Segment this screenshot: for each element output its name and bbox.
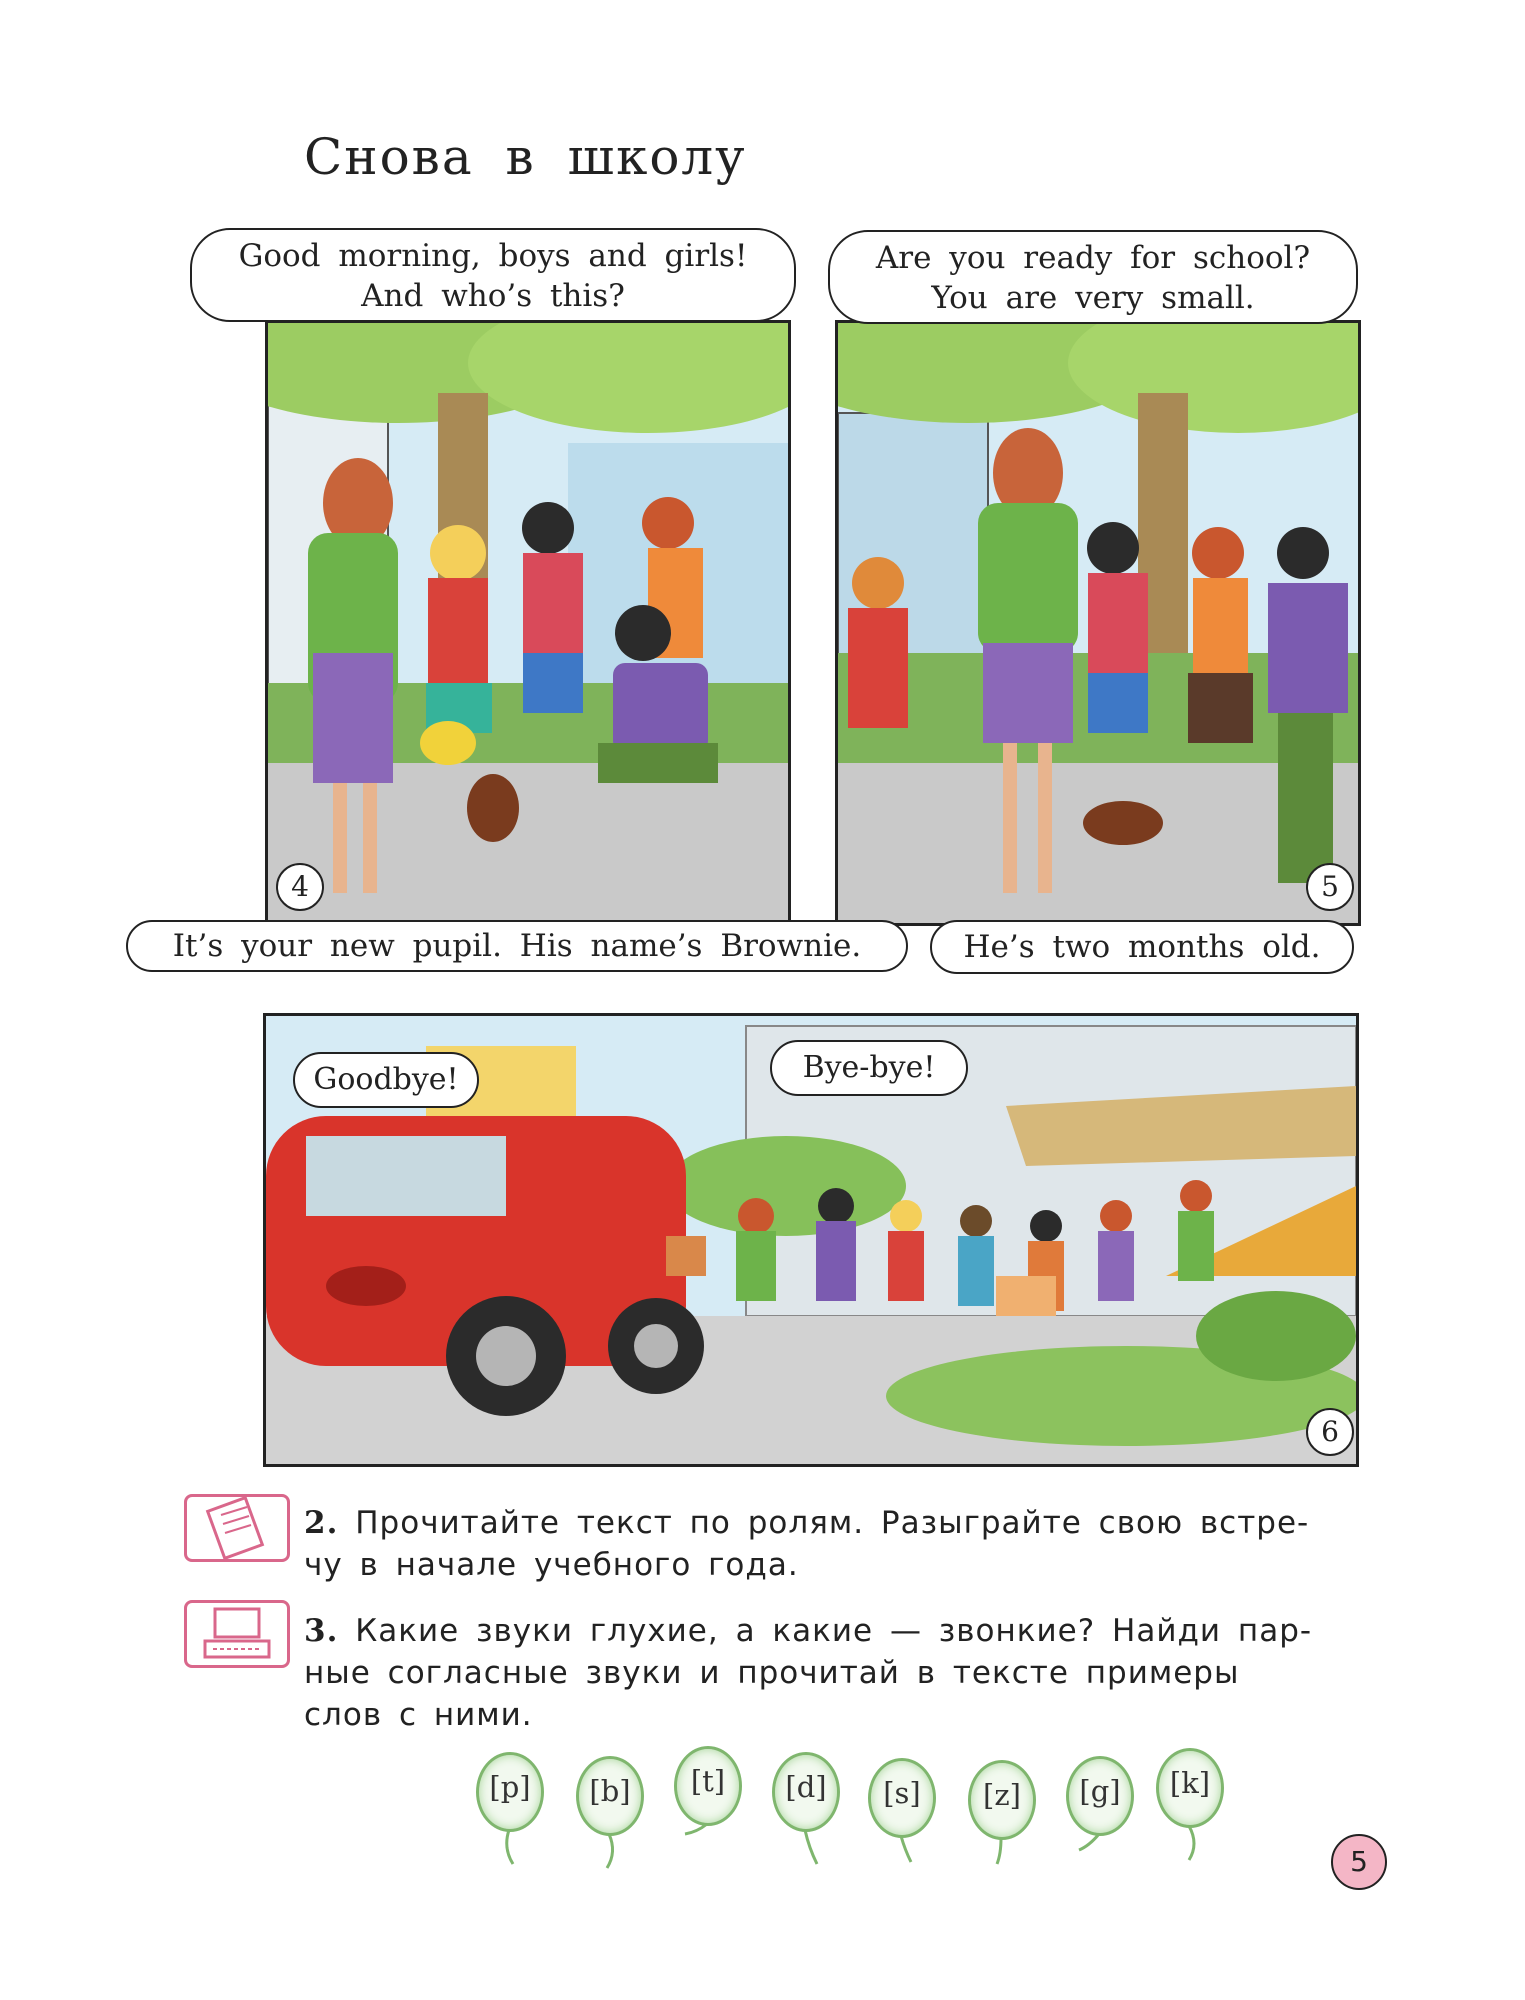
task-text: ные согласные звуки и прочитай в тексте примеры bbox=[304, 1655, 1240, 1691]
sound-balloon: [g] bbox=[1066, 1756, 1132, 1834]
speech-bubble: Are you ready for school? You are very small. bbox=[828, 230, 1358, 324]
laptop-icon bbox=[184, 1600, 290, 1668]
speech-bubble: Goodbye! bbox=[293, 1052, 479, 1108]
panel-number: 5 bbox=[1306, 863, 1354, 911]
sound-balloon: [z] bbox=[968, 1760, 1034, 1838]
task-2 bbox=[304, 1502, 1309, 1586]
panel-4-illustration bbox=[268, 323, 788, 923]
task-text: Какие звуки глухие, а какие — звонкие? Найди пар- bbox=[355, 1613, 1313, 1649]
speech-bubble: Bye-bye! bbox=[770, 1040, 968, 1096]
panel-5-illustration bbox=[838, 323, 1358, 923]
speech-bubble: He’s two months old. bbox=[930, 920, 1354, 974]
sound-balloon: [t] bbox=[674, 1746, 740, 1824]
task-number: 2. bbox=[304, 1505, 339, 1541]
task-text: чу в начале учебного года. bbox=[304, 1547, 799, 1583]
speech-bubble: Good morning, boys and girls! And who’s this? bbox=[190, 228, 796, 322]
sound-balloon: [b] bbox=[576, 1756, 642, 1834]
page-title: Снова в школу bbox=[304, 128, 747, 186]
task-3 bbox=[304, 1610, 1312, 1736]
panel-number: 4 bbox=[276, 863, 324, 911]
notebook-icon bbox=[184, 1494, 290, 1562]
sound-balloon: [p] bbox=[476, 1752, 542, 1830]
task-text: Прочитайте текст по ролям. Разыграйте свою встре- bbox=[355, 1505, 1310, 1541]
sound-balloon: [d] bbox=[772, 1752, 838, 1830]
panel-number: 6 bbox=[1306, 1408, 1354, 1456]
sound-balloon: [k] bbox=[1156, 1748, 1222, 1826]
task-text: слов с ними. bbox=[304, 1697, 533, 1733]
comic-panel-5 bbox=[835, 320, 1361, 926]
sound-balloon: [s] bbox=[868, 1758, 934, 1836]
comic-panel-4 bbox=[265, 320, 791, 926]
page-number: 5 bbox=[1331, 1834, 1387, 1890]
speech-bubble: It’s your new pupil. His name’s Brownie. bbox=[126, 920, 908, 972]
task-number: 3. bbox=[304, 1613, 339, 1649]
